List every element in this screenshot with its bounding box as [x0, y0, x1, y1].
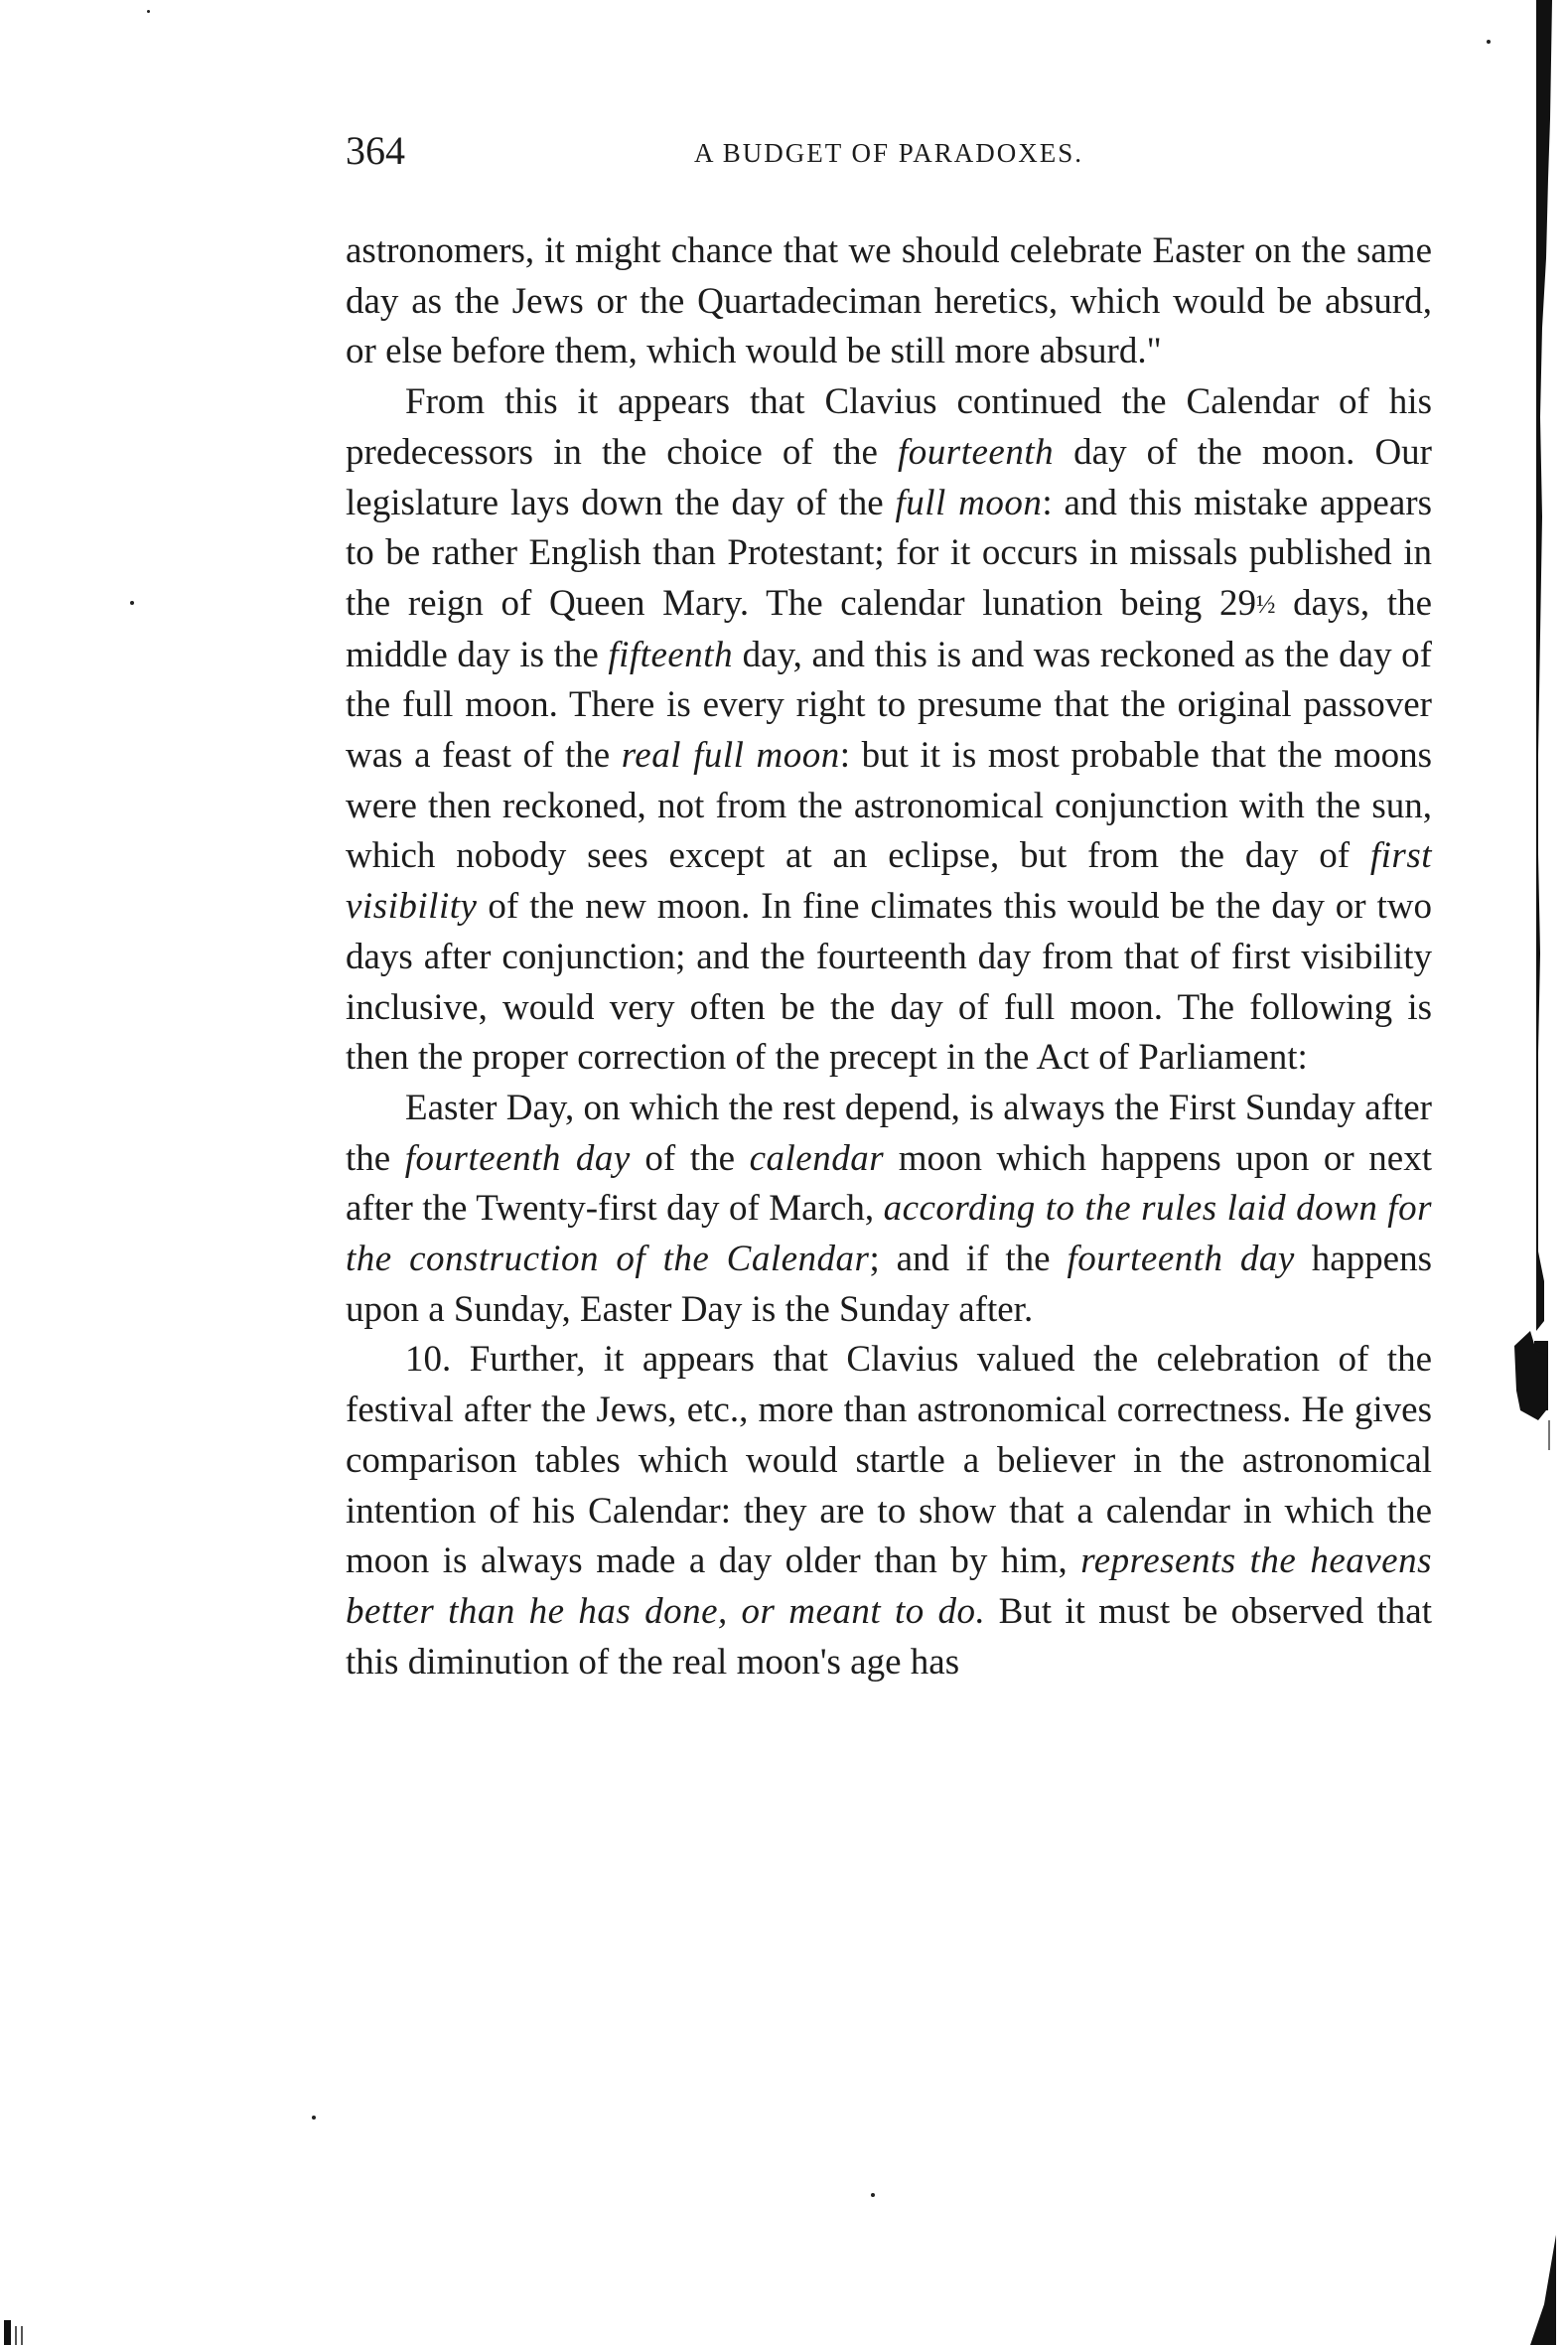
text-run: of the [630, 1137, 750, 1179]
italic-run: full moon [895, 482, 1043, 523]
italic-run: real full moon [621, 735, 840, 777]
running-title: A BUDGET OF PARADOXES. [693, 138, 1084, 168]
paragraph-2 [346, 377, 1432, 1084]
scan-speck [147, 10, 150, 13]
text-run: From this it appears that Clavius continued the Calendar of his predecessors in the choice of the [346, 381, 1432, 473]
page-number: 364 [346, 128, 405, 173]
paragraph-4 [346, 1335, 1432, 1687]
italic-run: fourteenth day [404, 1137, 631, 1179]
scanned-page-edge [1508, 0, 1568, 2345]
italic-run: first visibility [346, 835, 1432, 928]
page-header [346, 121, 1432, 181]
italic-run: fourteenth day [1067, 1239, 1295, 1280]
paragraph-3 [346, 1084, 1432, 1336]
text-run: ; and if the [869, 1239, 1068, 1280]
text-run: happens upon a Sunday, Easter Day is the Sunday after. [346, 1239, 1432, 1330]
text-run: moon which happens upon or next after the Twenty-first day of March, [346, 1137, 1432, 1230]
text-run: Easter Day, on which the rest depend, is always the First Sunday after the [346, 1087, 1432, 1179]
text-run: of the new moon. In fine climates this would be the day or two days after conjunction; and the fourteenth day from that of first visibility inclusive, would very often be the day of full moon. The following is then the proper correction of the precept in the Act of Parliament: [346, 886, 1432, 1079]
scan-speck [1487, 40, 1491, 44]
italic-run: according to the rules laid down for the construction of the Calendar [346, 1188, 1432, 1280]
text-body [346, 226, 1432, 1687]
scan-speck [130, 601, 134, 605]
text-run: day of the moon. Our legislature lays down the day of the [346, 431, 1432, 523]
italic-run: represents the heavens better than he has done, or meant to do. [346, 1540, 1433, 1632]
text-run: But it must be observed that this diminution of the real moon's age has [346, 1590, 1432, 1683]
italic-run: calendar [749, 1137, 885, 1179]
scan-speck [312, 2116, 316, 2120]
scan-artifact-corner [0, 2314, 30, 2345]
text-run: 10. Further, it appears that Clavius valued the celebration of the festival after the Jews, etc., more than astronomical correctness. He gives comparison tables which would startle a believer in the astronomical intention of his Calendar: they are to show that a calendar in which the moon is always made a day older than by him, [346, 1339, 1432, 1582]
text-run: days, the middle day is the [346, 582, 1432, 675]
italic-run: fifteenth [608, 634, 734, 675]
scan-speck [871, 2193, 875, 2197]
fraction-half: ½ [1255, 589, 1276, 619]
italic-run: fourteenth [898, 431, 1055, 473]
text-run: : and this mistake appears to be rather English than Protestant; for it occurs in missals published in the reign of Queen Mary. The calendar lunation being 29 [346, 482, 1432, 624]
text-run: day, and this is and was reckoned as the day of the full moon. There is every right to presume that the original passover was a feast of the [346, 634, 1432, 777]
paragraph-1 [346, 226, 1432, 377]
text-run: : but it is most probable that the moons were then reckoned, not from the astronomical conjunction with the sun, which nobody sees except at an eclipse, but from the day of [346, 735, 1432, 877]
paragraph-1-text: astronomers, it might chance that we should celebrate Easter on the same day as the Jews or the Quartadeciman heretics, which would be absurd, or else before them, which would be still more absurd." [346, 230, 1432, 372]
